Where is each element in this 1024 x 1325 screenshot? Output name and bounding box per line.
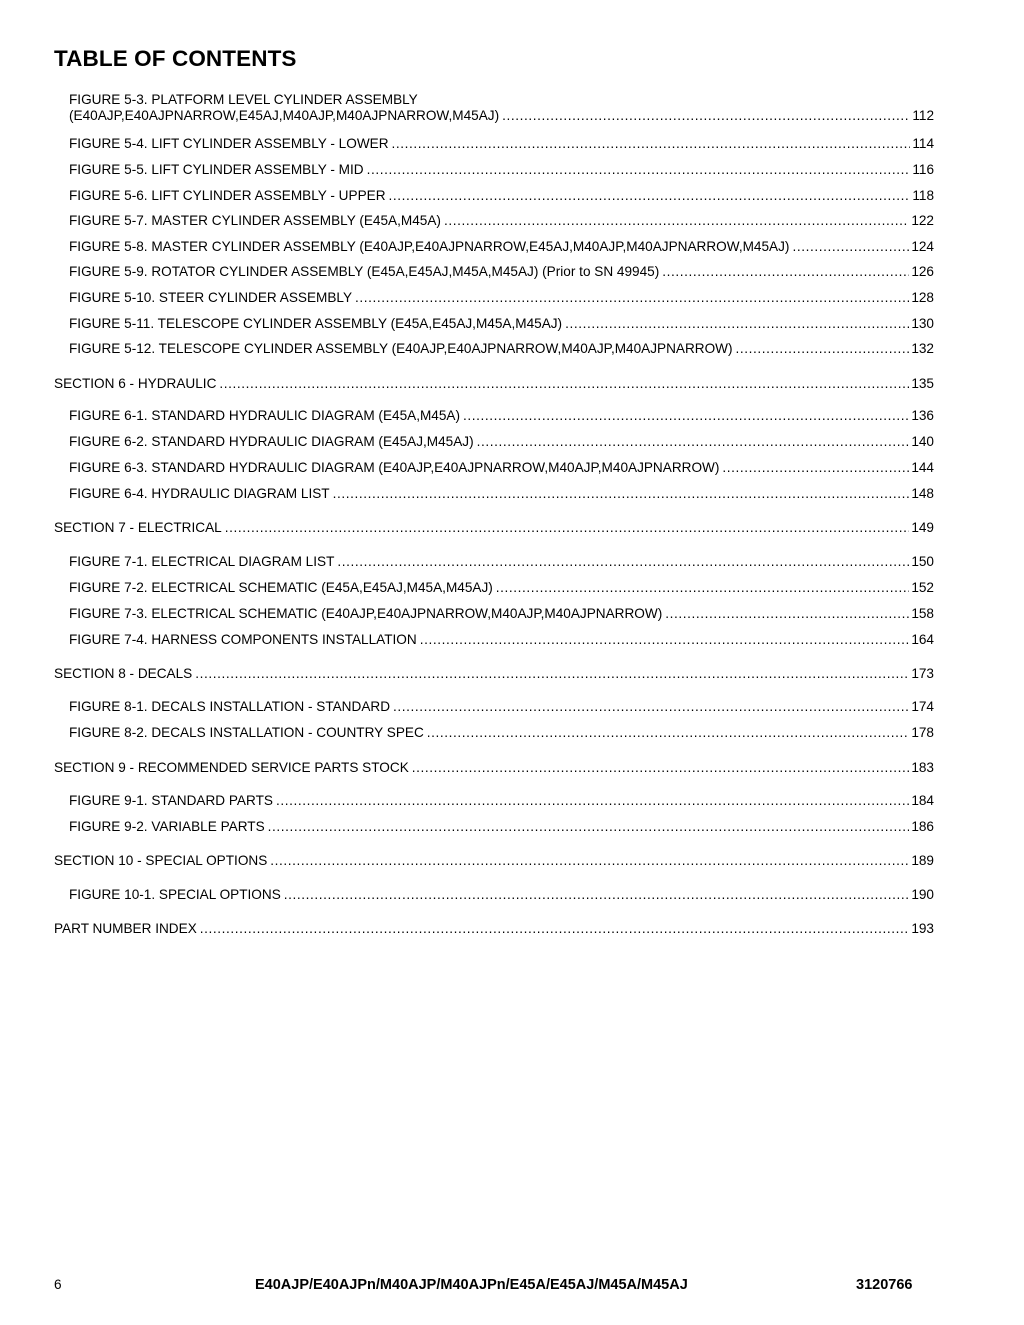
toc-entry-label: FIGURE 5-9. ROTATOR CYLINDER ASSEMBLY (E45A,E45AJ,M45A,M45AJ) (Prior to SN 49945) xyxy=(69,264,660,279)
toc-entry-label: FIGURE 5-6. LIFT CYLINDER ASSEMBLY - UPPER xyxy=(69,188,386,203)
toc-figure-entry[interactable] xyxy=(69,793,934,809)
dot-leader xyxy=(284,887,910,903)
toc-entry-label: FIGURE 6-4. HYDRAULIC DIAGRAM LIST xyxy=(69,486,330,501)
dot-leader xyxy=(276,793,909,809)
toc-entry-page: 144 xyxy=(911,460,934,475)
toc-entry-page: 126 xyxy=(911,264,934,279)
toc-entry-label: FIGURE 5-5. LIFT CYLINDER ASSEMBLY - MID xyxy=(69,162,364,177)
toc-entry-label: SECTION 10 - SPECIAL OPTIONS xyxy=(54,853,268,868)
toc-entry-label: SECTION 8 - DECALS xyxy=(54,666,193,681)
toc-entry-page: 130 xyxy=(911,316,934,331)
toc-figure-entry[interactable] xyxy=(69,188,934,204)
toc-entry-label: FIGURE 7-2. ELECTRICAL SCHEMATIC (E45A,E45AJ,M45A,M45AJ) xyxy=(69,580,493,595)
toc-entry-page: 164 xyxy=(911,632,934,647)
toc-entry-label: FIGURE 6-3. STANDARD HYDRAULIC DIAGRAM (E40AJP,E40AJPNARROW,M40AJP,M40AJPNARROW) xyxy=(69,460,720,475)
toc-section-entry[interactable] xyxy=(54,376,934,392)
toc-section-entry[interactable] xyxy=(54,666,934,682)
toc-figure-entry[interactable] xyxy=(69,162,934,178)
toc-figure-entry[interactable] xyxy=(69,819,934,835)
dot-leader xyxy=(665,606,909,622)
toc-entry-page: 132 xyxy=(911,341,934,356)
footer-doc-number: 3120766 xyxy=(856,1277,913,1293)
dot-leader xyxy=(502,108,910,124)
toc-entry-label-line1: FIGURE 5-3. PLATFORM LEVEL CYLINDER ASSEMBLY xyxy=(69,92,418,107)
dot-leader xyxy=(463,408,909,424)
toc-figure-entry[interactable] xyxy=(69,554,934,570)
toc-figure-entry[interactable] xyxy=(69,213,934,229)
dot-leader xyxy=(412,760,910,776)
toc-entry-page: 136 xyxy=(911,408,934,423)
toc-entry-page: 114 xyxy=(912,136,934,151)
dot-leader xyxy=(565,316,909,332)
toc-entry-page: 152 xyxy=(911,580,934,595)
dot-leader xyxy=(225,520,910,536)
toc-entry-label: FIGURE 7-3. ELECTRICAL SCHEMATIC (E40AJP,E40AJPNARROW,M40AJP,M40AJPNARROW) xyxy=(69,606,663,621)
toc-entry-page: 116 xyxy=(912,162,934,177)
dot-leader xyxy=(367,162,911,178)
dot-leader xyxy=(268,819,910,835)
dot-leader xyxy=(389,188,911,204)
dot-leader xyxy=(420,632,910,648)
footer-models: E40AJP/E40AJPn/M40AJP/M40AJPn/E45A/E45AJ/M45A/M45AJ xyxy=(255,1277,688,1293)
toc-figure-entry[interactable] xyxy=(69,316,934,332)
dot-leader xyxy=(219,376,909,392)
toc-entry-label: FIGURE 5-8. MASTER CYLINDER ASSEMBLY (E40AJP,E40AJPNARROW,E45AJ,M40AJP,M40AJPNARROW,M45AJ) xyxy=(69,239,790,254)
toc-entry-label: FIGURE 8-2. DECALS INSTALLATION - COUNTRY SPEC xyxy=(69,725,424,740)
toc-entry-label: FIGURE 5-12. TELESCOPE CYLINDER ASSEMBLY (E40AJP,E40AJPNARROW,M40AJP,M40AJPNARROW) xyxy=(69,341,733,356)
toc-entry-label: FIGURE 6-2. STANDARD HYDRAULIC DIAGRAM (E45AJ,M45AJ) xyxy=(69,434,474,449)
toc-figure-entry[interactable] xyxy=(69,887,934,903)
toc-figure-entry[interactable] xyxy=(69,136,934,152)
toc-entry-page: 112 xyxy=(912,108,934,123)
toc-figure-entry[interactable] xyxy=(69,408,934,424)
dot-leader xyxy=(722,460,909,476)
toc-figure-entry[interactable] xyxy=(69,486,934,502)
toc-entry-label: SECTION 7 - ELECTRICAL xyxy=(54,520,222,535)
toc-entry-page: 189 xyxy=(911,853,934,868)
toc-entry-page: 140 xyxy=(911,434,934,449)
toc-entry-page: 190 xyxy=(911,887,934,902)
toc-figure-entry[interactable] xyxy=(69,699,934,715)
toc-figure-entry[interactable] xyxy=(69,434,934,450)
toc-entry-label: SECTION 9 - RECOMMENDED SERVICE PARTS STOCK xyxy=(54,760,409,775)
toc-entry-label: FIGURE 9-2. VARIABLE PARTS xyxy=(69,819,265,834)
toc-figure-entry[interactable] xyxy=(69,92,934,124)
toc-entry-label: FIGURE 7-4. HARNESS COMPONENTS INSTALLATION xyxy=(69,632,417,647)
toc-section-entry[interactable] xyxy=(54,921,934,937)
toc-entry-label: FIGURE 9-1. STANDARD PARTS xyxy=(69,793,273,808)
toc-figure-entry[interactable] xyxy=(69,239,934,255)
toc-figure-entry[interactable] xyxy=(69,290,934,306)
dot-leader xyxy=(496,580,910,596)
footer-page-number: 6 xyxy=(54,1277,62,1292)
toc-entry-label: FIGURE 6-1. STANDARD HYDRAULIC DIAGRAM (E45A,M45A) xyxy=(69,408,461,423)
toc-entry-page: 158 xyxy=(911,606,934,621)
toc-figure-entry[interactable] xyxy=(69,341,934,357)
toc-figure-entry[interactable] xyxy=(69,264,934,280)
toc-entry-label: (E40AJP,E40AJPNARROW,E45AJ,M40AJP,M40AJPNARROW,M45AJ) xyxy=(69,108,500,123)
toc-entry-label: FIGURE 5-4. LIFT CYLINDER ASSEMBLY - LOWER xyxy=(69,136,389,151)
toc-entry-page: 173 xyxy=(911,666,934,681)
dot-leader xyxy=(200,921,910,937)
dot-leader xyxy=(662,264,909,280)
dot-leader xyxy=(355,290,909,306)
toc-figure-entry[interactable] xyxy=(69,606,934,622)
toc-entry-label: PART NUMBER INDEX xyxy=(54,921,197,936)
toc-figure-entry[interactable] xyxy=(69,580,934,596)
toc-entry-page: 174 xyxy=(911,699,934,714)
toc-entry-page: 124 xyxy=(911,239,934,254)
dot-leader xyxy=(392,136,911,152)
toc-entry-page: 118 xyxy=(912,188,934,203)
toc-section-entry[interactable] xyxy=(54,520,934,536)
dot-leader xyxy=(792,239,909,255)
toc-entry-label: SECTION 6 - HYDRAULIC xyxy=(54,376,217,391)
dot-leader xyxy=(444,213,909,229)
toc-entry-page: 178 xyxy=(911,725,934,740)
toc-entry-page: 149 xyxy=(911,520,934,535)
page-footer xyxy=(0,1277,1024,1297)
toc-entry-page: 122 xyxy=(911,213,934,228)
toc-figure-entry[interactable] xyxy=(69,460,934,476)
toc-entry-page: 186 xyxy=(911,819,934,834)
dot-leader xyxy=(195,666,909,682)
toc-figure-entry[interactable] xyxy=(69,632,934,648)
toc-entry-page: 135 xyxy=(911,376,934,391)
toc-section-entry[interactable] xyxy=(54,853,934,869)
toc-figure-entry[interactable] xyxy=(69,725,934,741)
toc-entry-page: 150 xyxy=(911,554,934,569)
toc-entry-page: 128 xyxy=(911,290,934,305)
toc-section-entry[interactable] xyxy=(54,760,934,776)
toc-entry-page: 183 xyxy=(911,760,934,775)
toc-entry-label: FIGURE 10-1. SPECIAL OPTIONS xyxy=(69,887,281,902)
page-title: TABLE OF CONTENTS xyxy=(54,46,297,71)
dot-leader xyxy=(333,486,910,502)
toc-entry-page: 193 xyxy=(911,921,934,936)
dot-leader xyxy=(427,725,910,741)
toc-entry-page: 148 xyxy=(911,486,934,501)
dot-leader xyxy=(736,341,910,357)
toc-entry-label: FIGURE 5-10. STEER CYLINDER ASSEMBLY xyxy=(69,290,353,305)
dot-leader xyxy=(270,853,909,869)
toc-entry-label: FIGURE 7-1. ELECTRICAL DIAGRAM LIST xyxy=(69,554,335,569)
toc-entry-label: FIGURE 8-1. DECALS INSTALLATION - STANDARD xyxy=(69,699,391,714)
dot-leader xyxy=(393,699,909,715)
dot-leader xyxy=(337,554,909,570)
toc-entry-page: 184 xyxy=(911,793,934,808)
dot-leader xyxy=(477,434,910,450)
toc-entry-label: FIGURE 5-11. TELESCOPE CYLINDER ASSEMBLY (E45A,E45AJ,M45A,M45AJ) xyxy=(69,316,563,331)
toc-entry-label: FIGURE 5-7. MASTER CYLINDER ASSEMBLY (E45A,M45A) xyxy=(69,213,441,228)
